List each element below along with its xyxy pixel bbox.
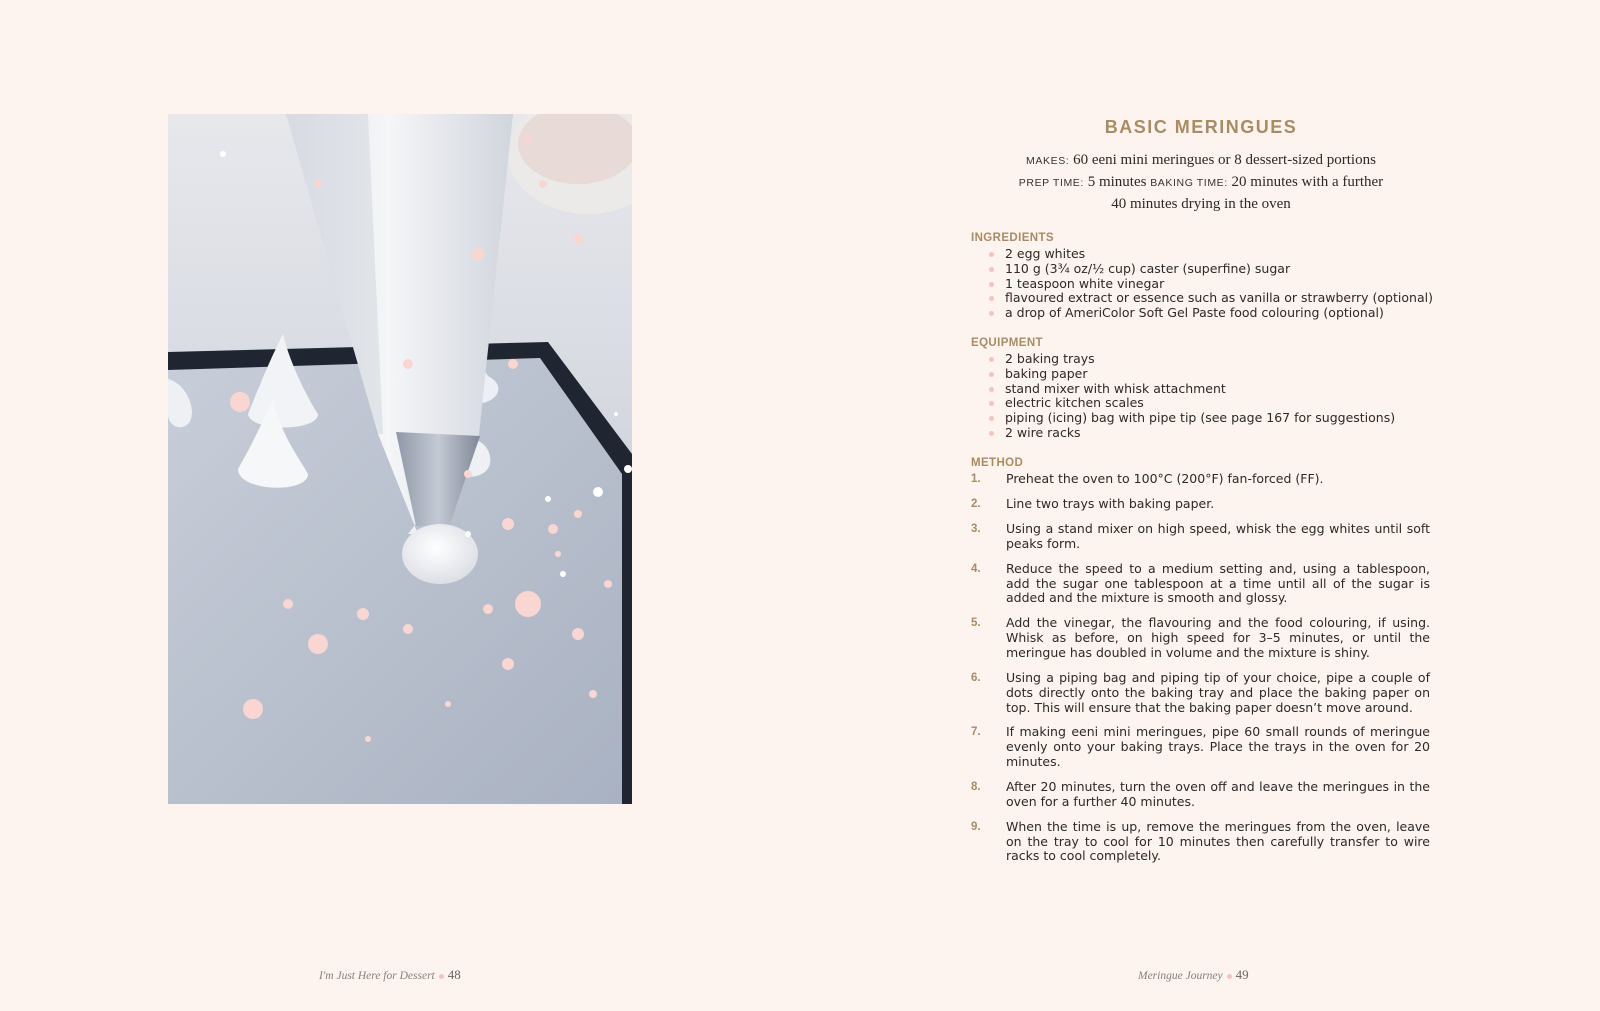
left-footer [319,967,461,983]
step-number: 4. [971,562,981,575]
step-number: 1. [971,473,981,485]
makes-label: MAKES: [1026,155,1070,167]
equipment-item: electric kitchen scales [988,396,1438,411]
step-number: 8. [971,781,981,794]
method-step [971,472,1430,487]
method-heading: METHOD [971,457,1024,469]
equipment-item: baking paper [988,367,1438,382]
makes-value: 60 eeni mini meringues or 8 dessert-sized portions [1073,152,1376,168]
method-step [971,820,1430,864]
step-text: Line two trays with baking paper. [1006,495,1215,511]
step-number: 7. [971,726,981,739]
equipment-item: 2 baking trays [988,352,1438,367]
page-number-right: 49 [1235,967,1249,982]
step-text: Add the vinegar, the flavouring and the food colouring, if using. Whisk as before, on high speed for 3–5 minutes, or until the meringue has doubled in volume and the mixture is shiny. [1006,615,1430,660]
method-step [971,671,1430,715]
method-step [971,562,1430,606]
equipment-list [988,352,1438,441]
ingredient-item: 2 egg whites [988,247,1438,262]
step-text: Using a piping bag and piping tip of your choice, pipe a couple of dots directly onto the baking tray and place the baking paper on top. This will ensure that the baking paper doesn’t move around. [1006,669,1430,715]
prep-time-label: PREP TIME: [1018,177,1084,189]
ingredient-item: 110 g (3¾ oz/½ cup) caster (superfine) sugar [988,262,1438,277]
step-text: Reduce the speed to a medium setting and, using a tablespoon, add the sugar one tablespoon at a time until all of the sugar is added and the mixture is smooth and glossy. [1006,560,1430,606]
ingredients-heading: INGREDIENTS [971,232,1054,244]
step-number: 6. [971,671,981,684]
step-text: When the time is up, remove the meringues from the oven, leave on the tray to cool for 10 minutes then carefully transfer to wire racks to cool completely. [1006,818,1430,864]
step-text: After 20 minutes, turn the oven off and leave the meringues in the oven for a further 40 minutes. [1006,779,1430,809]
step-number: 2. [971,497,981,510]
recipe-title: BASIC MERINGUES [1104,117,1298,137]
baking-time-label: BAKING TIME: [1150,177,1228,189]
method-step [971,497,1430,512]
step-number: 9. [971,820,981,833]
equipment-item: stand mixer with whisk attachment [988,382,1438,397]
equipment-heading: EQUIPMENT [971,337,1043,349]
footer-dot-icon [1227,974,1232,979]
right-footer [1138,967,1249,983]
step-number: 3. [971,522,981,535]
method-step [971,780,1430,810]
equipment-item: piping (icing) bag with pipe tip (see page 167 for suggestions) [988,411,1438,426]
footer-dot-icon [439,974,444,979]
step-text: Using a stand mixer on high speed, whisk the egg whites until soft peaks form. [1006,520,1430,551]
method-step [971,522,1430,552]
baking-time-value-2: 40 minutes drying in the oven [1111,196,1291,212]
baking-time-value: 20 minutes with a further [1231,174,1384,190]
method-steps [971,472,1430,874]
step-number: 5. [971,617,981,630]
equipment-item: 2 wire racks [988,426,1438,441]
ingredient-item: a drop of AmeriColor Soft Gel Paste food colouring (optional) [988,306,1438,321]
ingredient-item: 1 teaspoon white vinegar [988,277,1438,292]
step-text: If making eeni mini meringues, pipe 60 small rounds of meringue evenly onto your baking trays. Place the trays in the oven for 20 minutes. [1006,724,1430,770]
method-step [971,725,1430,769]
ingredient-item: flavoured extract or essence such as vanilla or strawberry (optional) [988,291,1438,306]
page-number-left: 48 [447,967,461,982]
meringue-piping-photo [168,114,632,804]
chapter-title-footer: Meringue Journey [1138,970,1223,982]
step-text: Preheat the oven to 100°C (200°F) fan-forced (FF). [1006,471,1324,486]
book-title-footer: I'm Just Here for Dessert [319,970,435,982]
recipe-meta [971,150,1431,215]
method-step [971,616,1430,660]
prep-time-value: 5 minutes [1087,174,1147,190]
ingredients-list [988,247,1438,321]
